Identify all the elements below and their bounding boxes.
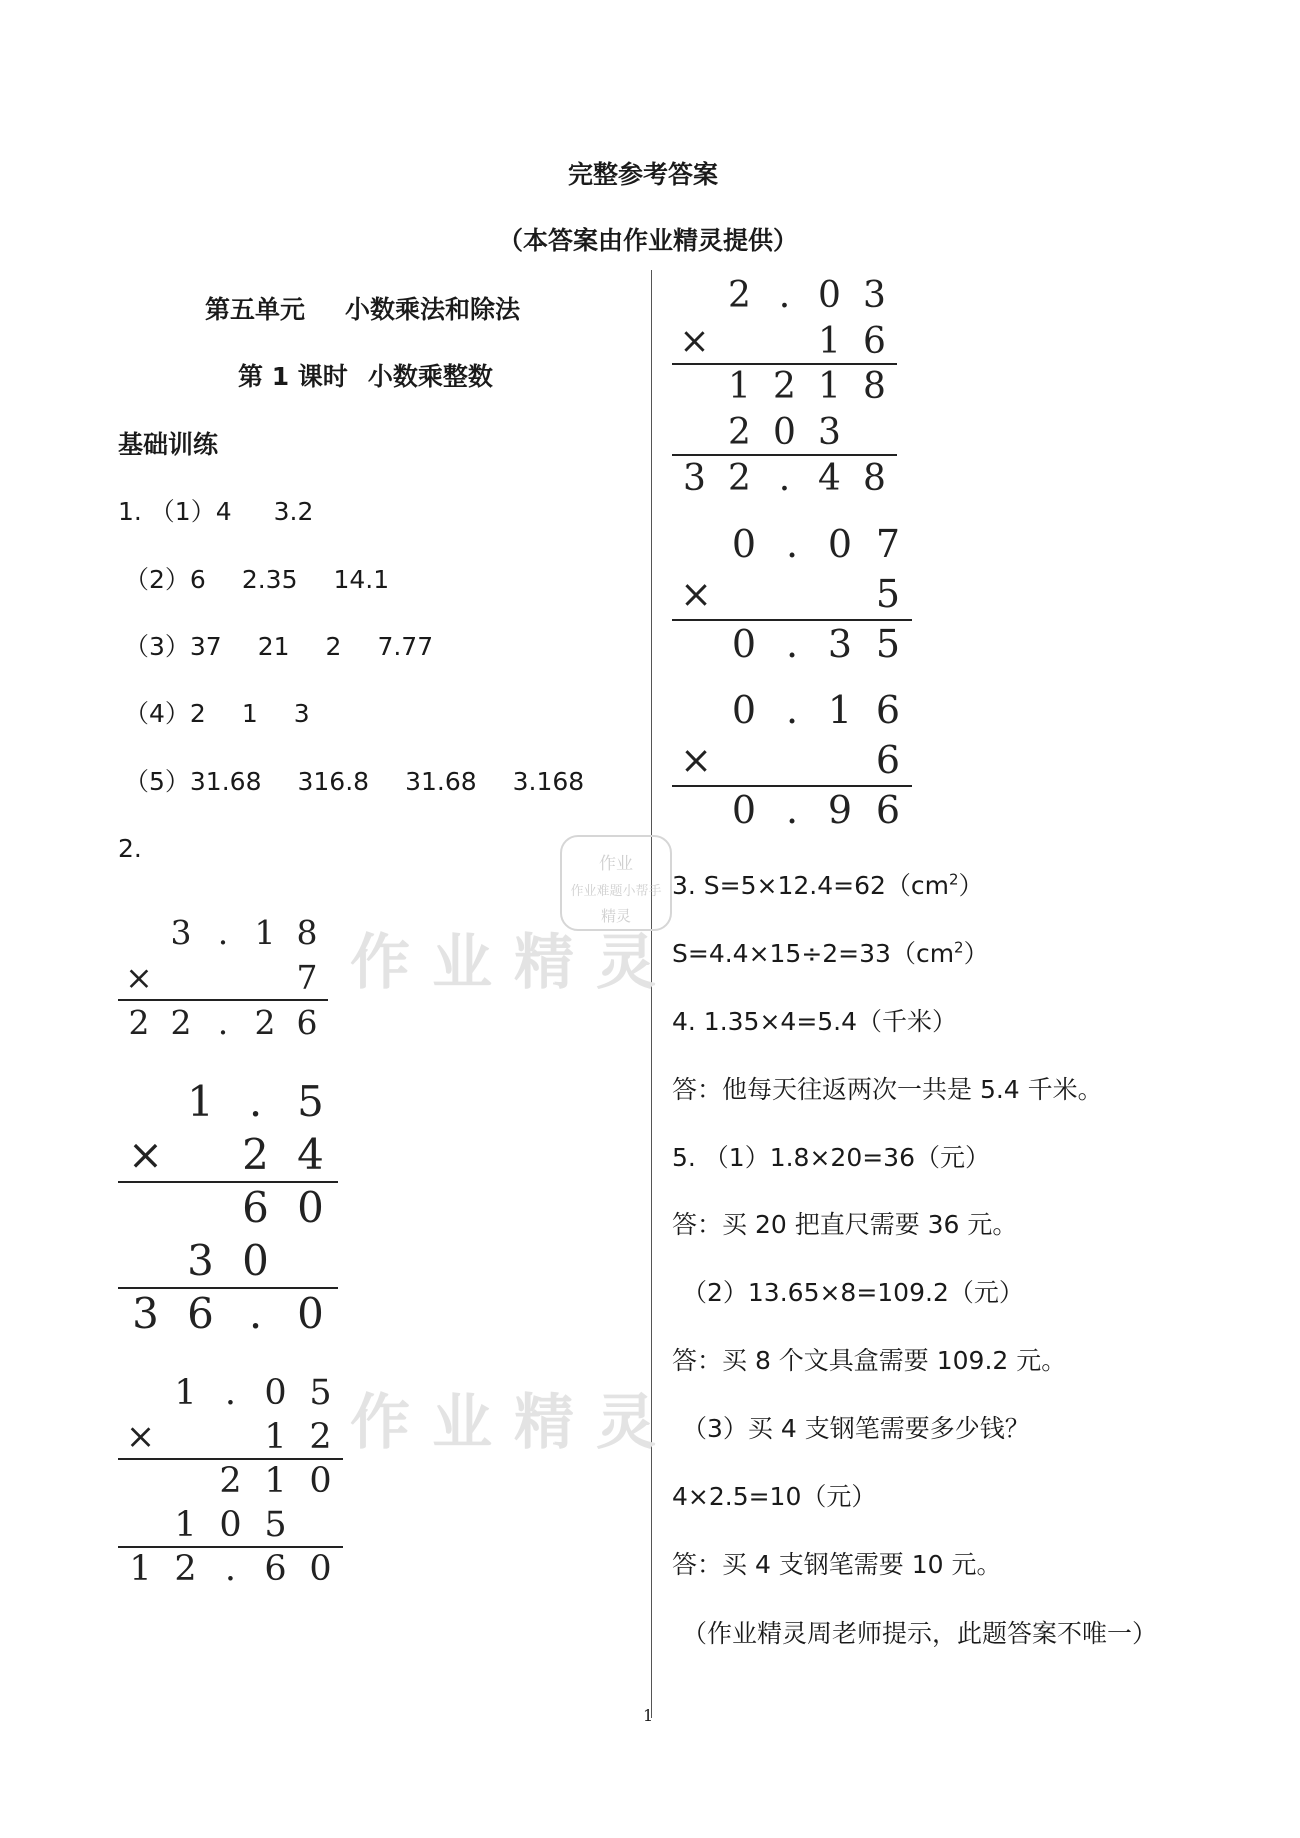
- calc-digit: 6: [296, 1002, 318, 1042]
- answer-5-3-reply: 答：买 4 支钢笔需要 10 元。: [672, 1550, 1002, 1579]
- calc-digit: 2: [242, 1130, 269, 1180]
- calc-digit: 3: [187, 1236, 214, 1286]
- vertical-calc: [672, 686, 912, 836]
- calc-digit: 3: [683, 457, 706, 499]
- calc-digit: .: [785, 788, 799, 833]
- answer-value: 37: [189, 632, 222, 661]
- calc-digit: 0: [242, 1236, 269, 1286]
- vertical-calc: [118, 1076, 338, 1341]
- times-sign: ×: [680, 738, 712, 783]
- calc-digit: 6: [242, 1183, 269, 1233]
- calc-digit: 2: [773, 366, 796, 408]
- vertical-calc: [672, 520, 912, 670]
- calc-digit: 3: [863, 275, 886, 317]
- calc-digit: 1: [129, 1548, 152, 1589]
- stamp-text: 作业: [599, 854, 633, 874]
- calc-digit: 1: [254, 912, 276, 952]
- calc-digit: 0: [297, 1183, 324, 1233]
- stamp-text: 作业难题小帮手: [570, 884, 662, 899]
- answer-value: 3.2: [273, 497, 314, 526]
- answer-5-3: （3）买 4 支钢笔需要多少钱？: [682, 1414, 1030, 1443]
- calc-digit: 8: [296, 912, 318, 952]
- teacher-note: （作业精灵周老师提示，此题答案不唯一）: [682, 1619, 1158, 1648]
- calc-digit: 2: [728, 457, 751, 499]
- calc-digit: 6: [875, 788, 901, 833]
- calc-digit: 2: [254, 1002, 276, 1042]
- calc-digit: 0: [297, 1289, 324, 1339]
- answer-value: 14.1: [333, 565, 390, 594]
- calc-digit: .: [778, 457, 791, 499]
- calc-digit: 8: [863, 457, 886, 499]
- lesson-number: 第 1 课时: [238, 362, 348, 391]
- calc-digit: 2: [174, 1548, 197, 1589]
- calc-digit: .: [224, 1372, 237, 1413]
- calc-digit: 7: [875, 522, 901, 567]
- stamp-text: 精灵: [600, 907, 631, 925]
- calc-rule: [118, 999, 328, 1001]
- question-2-label: 2.: [118, 834, 142, 863]
- page-number: 1: [643, 1706, 654, 1725]
- calc-rule: [672, 454, 897, 456]
- lesson-name: 小数乘整数: [367, 362, 493, 391]
- page-subtitle: （本答案由作业精灵提供）: [498, 226, 799, 255]
- calc-digit: .: [217, 1002, 229, 1042]
- watermark-text: 作业精灵: [350, 1388, 678, 1458]
- calc-digit: 0: [731, 522, 757, 567]
- answer-label: （4）: [124, 699, 190, 728]
- vertical-calc: [118, 1371, 343, 1591]
- answer-line-1-5: [124, 762, 584, 798]
- calc-digit: 6: [187, 1289, 214, 1339]
- answer-3b: [672, 934, 989, 970]
- answer-value: 3.168: [512, 767, 585, 796]
- unit-heading: [205, 290, 520, 326]
- calc-digit: 0: [731, 622, 757, 667]
- answer-value: 6: [189, 565, 206, 594]
- calc-digit: 5: [297, 1077, 324, 1127]
- calc-digit: 1: [827, 688, 853, 733]
- calc-digit: 1: [174, 1504, 197, 1545]
- calc-digit: 0: [219, 1504, 242, 1545]
- answer-5-2: （2）13.65×8=109.2（元）: [682, 1278, 1024, 1307]
- watermark-text: 作业精灵: [350, 928, 678, 998]
- answer-line-1-2: [124, 560, 389, 596]
- calc-digit: 0: [818, 275, 841, 317]
- answer-5-2-reply: 答：买 8 个文具盒需要 109.2 元。: [672, 1346, 1067, 1375]
- calc-digit: .: [785, 688, 799, 733]
- calc-rule: [672, 363, 897, 365]
- answer-line-1-4: [124, 694, 310, 730]
- calc-digit: 2: [170, 1002, 192, 1042]
- calc-digit: 1: [187, 1077, 214, 1127]
- answer-value: 3: [293, 699, 310, 728]
- formula-close: ）: [958, 871, 984, 900]
- calc-digit: 3: [827, 622, 853, 667]
- answer-value: 316.8: [297, 767, 370, 796]
- calc-digit: .: [248, 1289, 263, 1339]
- calc-digit: 5: [264, 1504, 287, 1545]
- answer-value: 2: [189, 699, 206, 728]
- answer-label: （5）: [124, 767, 190, 796]
- calc-rule: [118, 1287, 338, 1289]
- calc-digit: .: [217, 912, 229, 952]
- vertical-calc: [672, 273, 897, 501]
- section-heading: 基础训练: [118, 430, 219, 459]
- calc-digit: 2: [728, 275, 751, 317]
- calc-rule: [118, 1546, 343, 1548]
- calc-digit: 6: [875, 688, 901, 733]
- calc-digit: 3: [170, 912, 192, 952]
- unit-number: 第五单元: [205, 295, 306, 324]
- calc-digit: 5: [875, 572, 901, 617]
- times-sign: ×: [125, 1416, 156, 1457]
- calc-digit: 4: [297, 1130, 324, 1180]
- calc-digit: 6: [863, 320, 886, 362]
- formula-close: ）: [963, 939, 989, 968]
- formula-text: 3. S=5×12.4=62（cm: [672, 871, 949, 900]
- answer-label: （3）: [124, 632, 190, 661]
- calc-digit: 2: [128, 1002, 150, 1042]
- calc-digit: 6: [875, 738, 901, 783]
- calc-digit: 2: [728, 411, 751, 453]
- calc-digit: 0: [309, 1548, 332, 1589]
- calc-digit: 0: [309, 1460, 332, 1501]
- answer-4: 4. 1.35×4=5.4（千米）: [672, 1007, 958, 1036]
- calc-rule: [672, 619, 912, 621]
- answer-value: 7.77: [377, 632, 434, 661]
- calc-digit: 6: [264, 1548, 287, 1589]
- superscript: 2: [954, 938, 964, 957]
- answer-value: 21: [257, 632, 290, 661]
- answer-value: 31.68: [405, 767, 477, 796]
- calc-digit: 4: [818, 457, 841, 499]
- calc-digit: 2: [309, 1416, 332, 1457]
- vertical-calc: [118, 910, 328, 1045]
- answer-value: 1: [241, 699, 258, 728]
- answer-label: （2）: [124, 565, 190, 594]
- calc-digit: 3: [818, 411, 841, 453]
- times-sign: ×: [679, 320, 710, 362]
- calc-digit: 1: [174, 1372, 197, 1413]
- answer-label: 1. （1）: [118, 497, 216, 526]
- calc-rule: [118, 1458, 343, 1460]
- calc-rule: [118, 1181, 338, 1183]
- answer-5-1-reply: 答：买 20 把直尺需要 36 元。: [672, 1210, 1018, 1239]
- page-title: 完整参考答案: [568, 160, 719, 189]
- calc-digit: 0: [773, 411, 796, 453]
- calc-digit: .: [785, 522, 799, 567]
- calc-digit: 5: [875, 622, 901, 667]
- answer-4-reply: 答：他每天往返两次一共是 5.4 千米。: [672, 1075, 1103, 1104]
- unit-name: 小数乘法和除法: [345, 295, 521, 324]
- calc-digit: .: [248, 1077, 263, 1127]
- calc-digit: 3: [132, 1289, 159, 1339]
- calc-digit: 7: [296, 957, 318, 997]
- calc-digit: 9: [827, 788, 853, 833]
- answer-value: 2: [325, 632, 342, 661]
- times-sign: ×: [125, 957, 153, 997]
- calc-digit: 0: [731, 788, 757, 833]
- calc-digit: 1: [818, 320, 841, 362]
- calc-rule: [672, 785, 912, 787]
- times-sign: ×: [127, 1130, 164, 1180]
- watermark-stamp: [560, 835, 672, 931]
- calc-digit: 1: [264, 1460, 287, 1501]
- calc-digit: 8: [863, 366, 886, 408]
- calc-digit: 2: [219, 1460, 242, 1501]
- answer-value: 4: [215, 497, 232, 526]
- answer-line-1-1: [118, 492, 313, 528]
- answer-5-1: 5. （1）1.8×20=36（元）: [672, 1143, 990, 1172]
- answer-3a: [672, 866, 984, 902]
- formula-text: S=4.4×15÷2=33（cm: [672, 939, 955, 968]
- calc-digit: .: [778, 275, 791, 317]
- calc-digit: 1: [728, 366, 751, 408]
- calc-digit: .: [224, 1548, 237, 1589]
- superscript: 2: [949, 870, 959, 889]
- lesson-heading: [238, 357, 493, 393]
- calc-digit: 0: [264, 1372, 287, 1413]
- calc-digit: 0: [731, 688, 757, 733]
- calc-digit: 5: [309, 1372, 332, 1413]
- calc-digit: 0: [827, 522, 853, 567]
- calc-digit: 1: [264, 1416, 287, 1457]
- calc-digit: .: [785, 622, 799, 667]
- answer-value: 2.35: [241, 565, 298, 594]
- answer-5-3-calc: 4×2.5=10（元）: [672, 1482, 877, 1511]
- answer-line-1-3: [124, 627, 433, 663]
- calc-digit: 1: [818, 366, 841, 408]
- answer-value: 31.68: [189, 767, 262, 796]
- times-sign: ×: [680, 572, 712, 617]
